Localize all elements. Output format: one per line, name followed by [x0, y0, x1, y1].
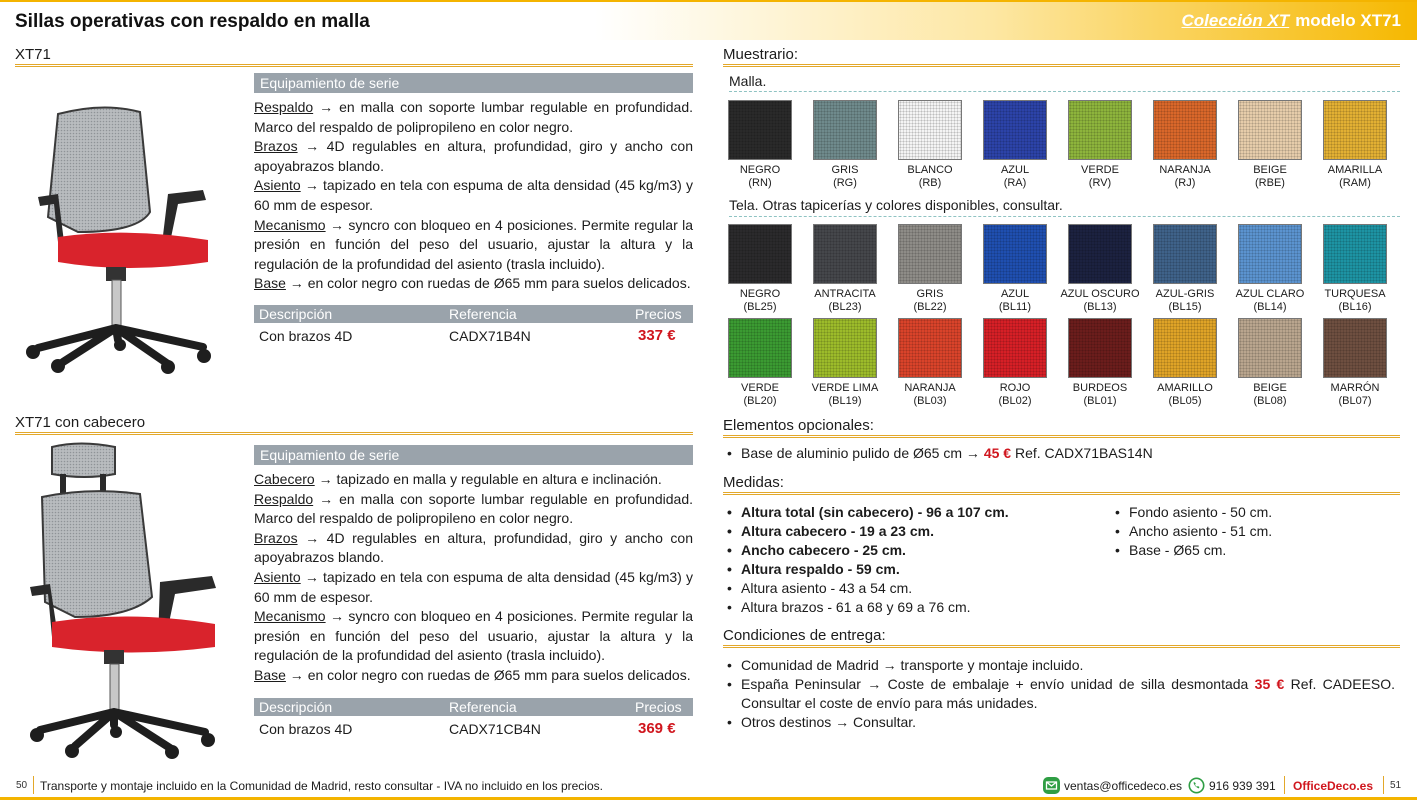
- swatch-negro: [728, 100, 792, 160]
- model-name: modelo XT71: [1295, 11, 1401, 30]
- swatch-code: (BL11): [998, 300, 1032, 313]
- muestrario-title: Muestrario:: [723, 46, 799, 63]
- list-item: • Comunidad de Madrid → transporte y montaje incluido.: [727, 656, 1395, 675]
- footer-note: Transporte y montaje incluido en la Comunidad de Madrid, resto consultar - IVA no incluido en los precios.: [40, 779, 603, 793]
- swatch-amarilla: [1323, 100, 1387, 160]
- product-2-features: [254, 470, 693, 686]
- collection-name: Colección XT: [1181, 11, 1290, 30]
- swatch-marrón: [1323, 318, 1387, 378]
- dashed-divider: [729, 91, 1400, 92]
- opcionales-list: [727, 444, 1397, 463]
- swatch-label: [802, 382, 888, 407]
- swatch-code: (RAM): [1339, 176, 1371, 189]
- tela-heading: Tela. Otras tapicerías y colores disponibles, consultar.: [729, 197, 1063, 213]
- swatch-label: [972, 288, 1058, 313]
- list-item: • Base - Ø65 cm.: [1115, 541, 1395, 560]
- table-row: Con brazos 4D CADX71CB4N 369 €: [259, 720, 676, 737]
- swatch-azul-claro: [1238, 224, 1302, 284]
- swatch-name: BEIGE: [1253, 382, 1287, 394]
- swatch-label: [802, 164, 888, 189]
- swatch-name: NARANJA: [1159, 164, 1211, 176]
- swatch-label: [1227, 164, 1313, 189]
- swatch-label: [1312, 164, 1398, 189]
- price-table-1: [254, 305, 693, 345]
- price-table-2: [254, 698, 693, 738]
- list-item: • Base de aluminio pulido de Ø65 cm → 45 € Ref. CADX71BAS14N: [727, 444, 1397, 463]
- swatch-negro: [728, 224, 792, 284]
- feature-brazos: Brazos → 4D regulables en altura, profundidad, giro y ancho con apoyabrazos blando.: [254, 529, 693, 566]
- swatch-name: ROJO: [999, 382, 1031, 394]
- malla-heading: Malla.: [729, 73, 767, 89]
- swatch-gris: [898, 224, 962, 284]
- swatch-code: (BL25): [743, 300, 777, 313]
- swatch-code: (RG): [833, 176, 857, 189]
- divider: [33, 776, 34, 794]
- swatch-label: [1312, 382, 1398, 407]
- price-value: 337 €: [638, 327, 676, 344]
- swatch-label: [1057, 288, 1143, 313]
- contact-email[interactable]: ventas@officedeco.es: [1064, 779, 1183, 793]
- swatch-naranja: [898, 318, 962, 378]
- swatch-name: VERDE LIMA: [811, 382, 879, 394]
- opcionales-title: Elementos opcionales:: [723, 417, 874, 434]
- swatch-label: [887, 382, 973, 407]
- page-footer: [0, 772, 1417, 800]
- list-item: • Fondo asiento - 50 cm.: [1115, 503, 1395, 522]
- swatch-name: BLANCO: [907, 164, 953, 176]
- swatch-code: (RA): [1003, 176, 1027, 189]
- swatch-label: [1057, 164, 1143, 189]
- swatch-rojo: [983, 318, 1047, 378]
- swatch-verde: [1068, 100, 1132, 160]
- page-title: Sillas operativas con respaldo en malla: [15, 11, 370, 32]
- swatch-code: (RB): [918, 176, 942, 189]
- list-item: • España Peninsular → Coste de embalaje + envío unidad de silla desmontada 35 € Ref. CADEESO. Consultar el coste de envío para más unidades.: [727, 675, 1395, 713]
- swatch-label: [887, 288, 973, 313]
- swatch-code: (BL19): [828, 394, 862, 407]
- equipment-heading: Equipamiento de serie: [254, 445, 693, 465]
- list-item: • Altura cabecero - 19 a 23 cm.: [727, 522, 1107, 541]
- feature-asiento: Asiento → tapizado en tela con espuma de alta densidad (45 kg/m3) y 60 mm de espesor.: [254, 177, 693, 213]
- swatch-name: AMARILLA: [1327, 164, 1383, 176]
- chair-xt71-headrest-image: [30, 442, 230, 762]
- swatch-name: AZUL OSCURO: [1060, 288, 1140, 300]
- price-value: 369 €: [638, 720, 676, 737]
- list-item: • Altura total (sin cabecero) - 96 a 107 cm.: [727, 503, 1107, 522]
- swatch-antracita: [813, 224, 877, 284]
- swatch-label: [1057, 382, 1143, 407]
- swatch-name: AZUL-GRIS: [1155, 288, 1215, 300]
- swatch-code: (BL14): [1253, 300, 1287, 313]
- swatch-verde-lima: [813, 318, 877, 378]
- swatch-code: (BL13): [1083, 300, 1117, 313]
- swatch-name: AMARILLO: [1157, 382, 1213, 394]
- swatch-code: (BL20): [743, 394, 777, 407]
- condiciones-list: [727, 656, 1395, 732]
- swatch-name: NEGRO: [739, 164, 781, 176]
- medidas-title: Medidas:: [723, 474, 784, 491]
- equipment-heading: Equipamiento de serie: [254, 73, 693, 93]
- list-item: • Ancho asiento - 51 cm.: [1115, 522, 1395, 541]
- swatch-code: (BL23): [828, 300, 862, 313]
- swatch-code: (BL15): [1168, 300, 1202, 313]
- swatch-code: (BL07): [1338, 394, 1372, 407]
- feature-mecanismo: Mecanismo → syncro con bloqueo en 4 posiciones. Permite regular la presión en función del peso del usuario, ajustar la altura y la regulación de la profundidad del asiento (trasla incluido).: [254, 608, 693, 664]
- chair-xt71-image: [18, 102, 218, 374]
- product-1-features: [254, 98, 693, 294]
- medidas-right-list: [1115, 503, 1395, 560]
- swatch-naranja: [1153, 100, 1217, 160]
- feature-brazos: Brazos → 4D regulables en altura, profundidad, giro y ancho con apoyabrazos blando.: [254, 138, 693, 174]
- page-number-left: 50: [16, 780, 28, 791]
- swatch-code: (RJ): [1174, 176, 1196, 189]
- feature-respaldo: Respaldo → en malla con soporte lumbar regulable en profundidad. Marco del respaldo de polipropileno en color negro.: [254, 99, 693, 135]
- swatch-name: BURDEOS: [1072, 382, 1128, 394]
- swatch-code: (BL22): [913, 300, 947, 313]
- swatch-name: ANTRACITA: [814, 288, 876, 300]
- swatch-azul: [983, 100, 1047, 160]
- table-header: Descripción Referencia Precios: [254, 305, 693, 323]
- list-item: • Otros destinos → Consultar.: [727, 713, 1395, 732]
- email-icon: [1043, 777, 1060, 794]
- swatch-name: MARRÓN: [1330, 382, 1380, 394]
- divider: [15, 432, 693, 435]
- dashed-divider: [729, 216, 1400, 217]
- swatch-label: [1142, 164, 1228, 189]
- page-header: [0, 0, 1417, 40]
- brand-link[interactable]: OfficeDeco.es: [1293, 779, 1374, 793]
- divider: [723, 492, 1400, 495]
- swatch-label: [1227, 382, 1313, 407]
- swatch-name: NARANJA: [904, 382, 956, 394]
- shipping-price: 35 €: [1254, 676, 1285, 692]
- swatch-label: [1312, 288, 1398, 313]
- list-item: • Altura brazos - 61 a 68 y 69 a 76 cm.: [727, 598, 1107, 617]
- divider: [15, 64, 693, 67]
- swatch-name: GRIS: [831, 164, 859, 176]
- swatch-label: [717, 382, 803, 407]
- swatch-label: [972, 164, 1058, 189]
- swatch-label: [717, 164, 803, 189]
- swatch-code: (BL08): [1253, 394, 1287, 407]
- swatch-code: (BL02): [998, 394, 1032, 407]
- swatch-code: (BL03): [913, 394, 947, 407]
- feature-asiento: Asiento → tapizado en tela con espuma de alta densidad (45 kg/m3) y 60 mm de espesor.: [254, 568, 693, 605]
- optional-price: 45 €: [983, 445, 1012, 461]
- swatch-name: BEIGE: [1253, 164, 1287, 176]
- swatch-azul-gris: [1153, 224, 1217, 284]
- divider: [1284, 776, 1285, 794]
- swatch-label: [972, 382, 1058, 407]
- divider: [723, 645, 1400, 648]
- swatch-azul-oscuro: [1068, 224, 1132, 284]
- list-item: • Altura respaldo - 59 cm.: [727, 560, 1107, 579]
- swatch-turquesa: [1323, 224, 1387, 284]
- swatch-name: AZUL CLARO: [1235, 288, 1305, 300]
- list-item: • Altura asiento - 43 a 54 cm.: [727, 579, 1107, 598]
- divider: [1383, 776, 1384, 794]
- swatch-name: NEGRO: [739, 288, 781, 300]
- swatch-amarillo: [1153, 318, 1217, 378]
- swatch-blanco: [898, 100, 962, 160]
- product-2-title: XT71 con cabecero: [15, 414, 146, 431]
- swatch-label: [1142, 382, 1228, 407]
- feature-base: Base → en color negro con ruedas de Ø65 mm para suelos delicados.: [254, 666, 691, 683]
- swatch-name: VERDE: [741, 382, 779, 394]
- swatch-beige: [1238, 318, 1302, 378]
- swatch-name: AZUL: [1000, 288, 1030, 300]
- contact-phone[interactable]: 916 939 391: [1209, 779, 1276, 793]
- swatch-name: TURQUESA: [1324, 288, 1386, 300]
- swatch-azul: [983, 224, 1047, 284]
- divider: [723, 435, 1400, 438]
- list-item: • Ancho cabecero - 25 cm.: [727, 541, 1107, 560]
- feature-base: Base → en color negro con ruedas de Ø65 mm para suelos delicados.: [254, 275, 691, 292]
- swatch-code: (BL05): [1168, 394, 1202, 407]
- swatch-label: [1142, 288, 1228, 313]
- feature-mecanismo: Mecanismo → syncro con bloqueo en 4 posiciones. Permite regular la presión en función del peso del usuario, ajustar la altura y la regulación de la profundidad del asiento (trasla incluido).: [254, 216, 693, 272]
- medidas-left-list: [727, 503, 1107, 617]
- swatch-label: [717, 288, 803, 313]
- table-row: Con brazos 4D CADX71B4N 337 €: [259, 327, 676, 344]
- page-number-right: 51: [1390, 780, 1402, 791]
- divider: [723, 64, 1400, 67]
- swatch-beige: [1238, 100, 1302, 160]
- feature-cabecero: Cabecero → tapizado en malla y regulable en altura e inclinación.: [254, 471, 662, 487]
- swatch-name: GRIS: [916, 288, 944, 300]
- swatch-name: VERDE: [1081, 164, 1119, 176]
- swatch-code: (RN): [748, 176, 772, 189]
- swatch-code: (BL16): [1338, 300, 1372, 313]
- feature-respaldo: Respaldo → en malla con soporte lumbar regulable en profundidad. Marco del respaldo de polipropileno en color negro.: [254, 490, 693, 527]
- product-1-title: XT71: [15, 46, 51, 63]
- swatch-verde: [728, 318, 792, 378]
- condiciones-title: Condiciones de entrega:: [723, 627, 886, 644]
- swatch-label: [887, 164, 973, 189]
- swatch-code: (BL01): [1083, 394, 1117, 407]
- swatch-code: (RBE): [1255, 176, 1285, 189]
- collection-model: [1182, 11, 1402, 31]
- swatch-burdeos: [1068, 318, 1132, 378]
- swatch-gris: [813, 100, 877, 160]
- swatch-code: (RV): [1088, 176, 1112, 189]
- table-header: Descripción Referencia Precios: [254, 698, 693, 716]
- swatch-label: [1227, 288, 1313, 313]
- swatch-label: [802, 288, 888, 313]
- whatsapp-icon: [1188, 777, 1205, 794]
- swatch-name: AZUL: [1000, 164, 1030, 176]
